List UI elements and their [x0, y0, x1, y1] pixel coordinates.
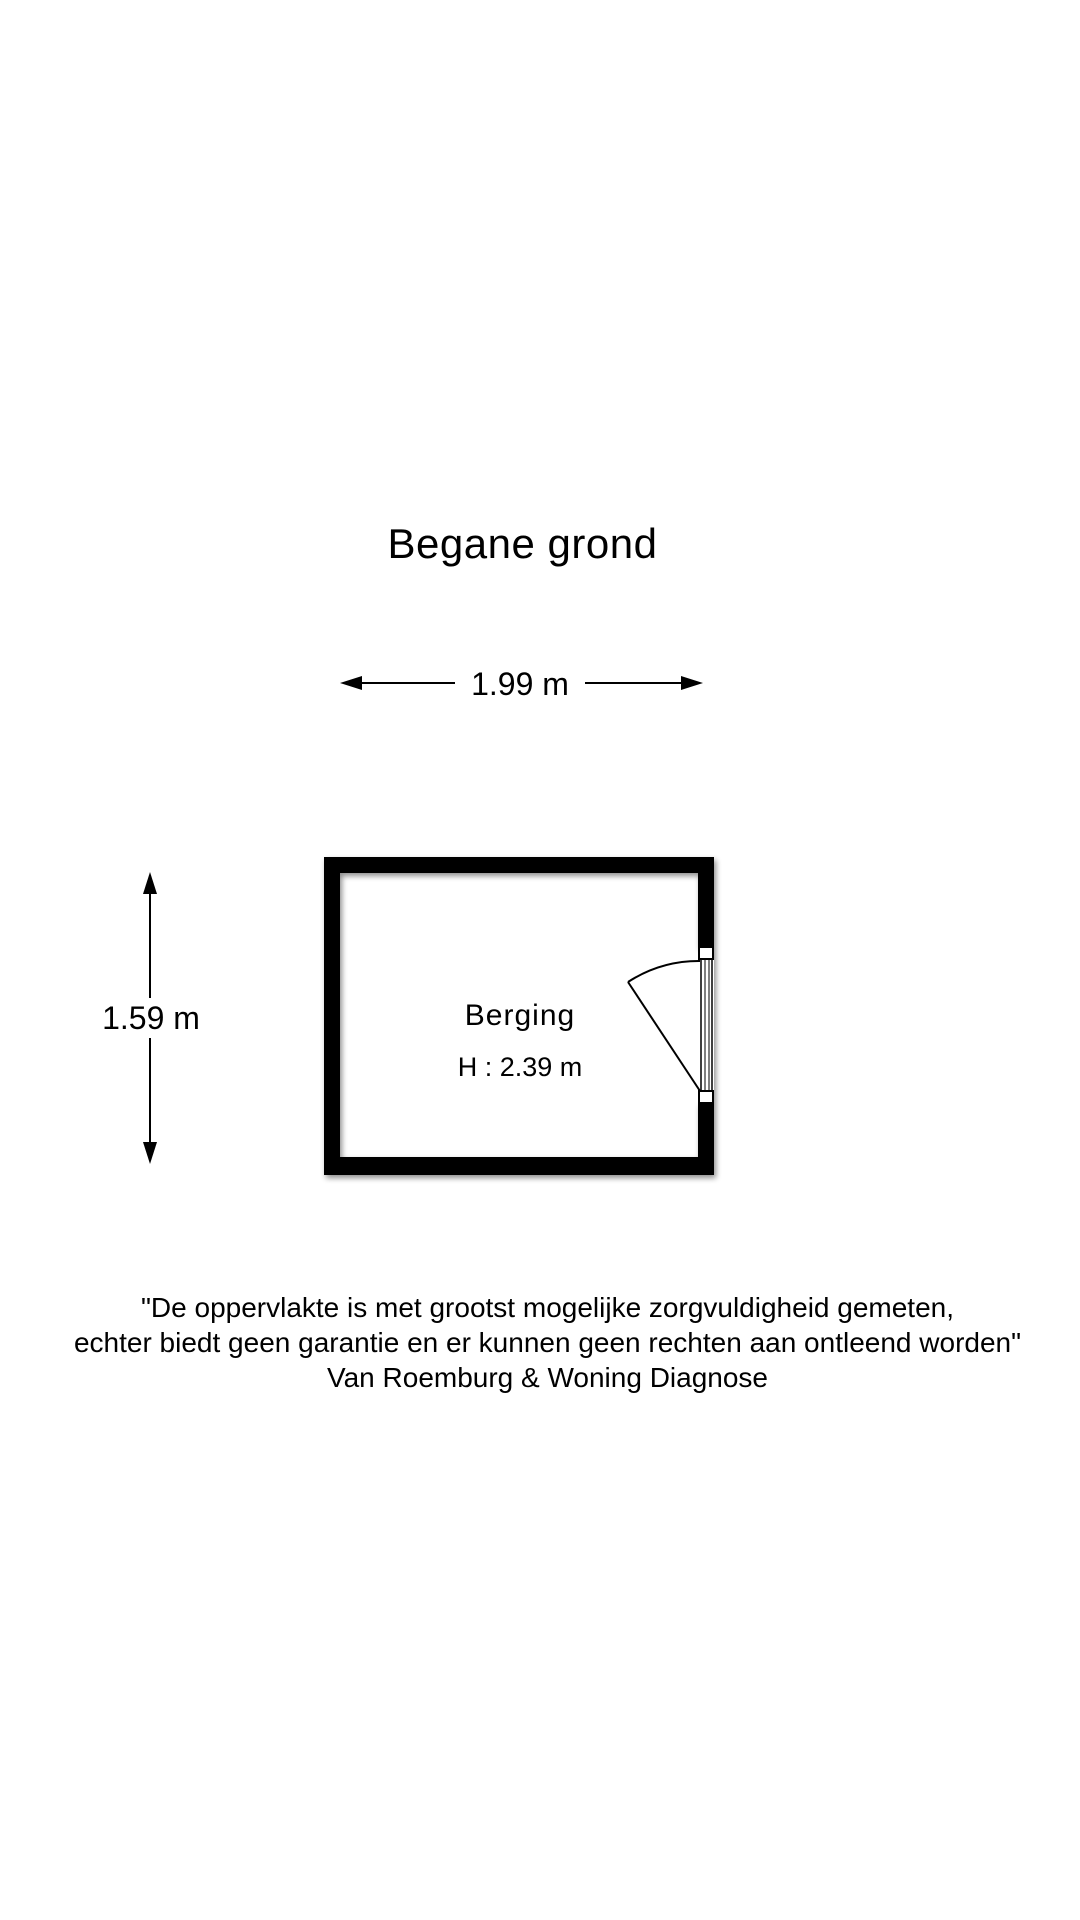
disclaimer-line: "De oppervlakte is met grootst mogelijke zorgvuldigheid gemeten,: [140, 1292, 955, 1323]
height-dimension-label: 1.59 m: [90, 998, 212, 1038]
width-dimension-label: 1.99 m: [455, 664, 585, 704]
room-name: Berging: [464, 999, 576, 1032]
floor-title: Begane grond: [387, 520, 658, 567]
disclaimer: [0, 1290, 1080, 1395]
disclaimer-line: echter biedt geen garantie en er kunnen geen rechten aan ontleend worden": [73, 1327, 1022, 1358]
door: [628, 947, 714, 1103]
room-height-label: H : 2.39 m: [457, 1052, 583, 1082]
disclaimer-credit: Van Roemburg & Woning Diagnose: [327, 1362, 768, 1393]
